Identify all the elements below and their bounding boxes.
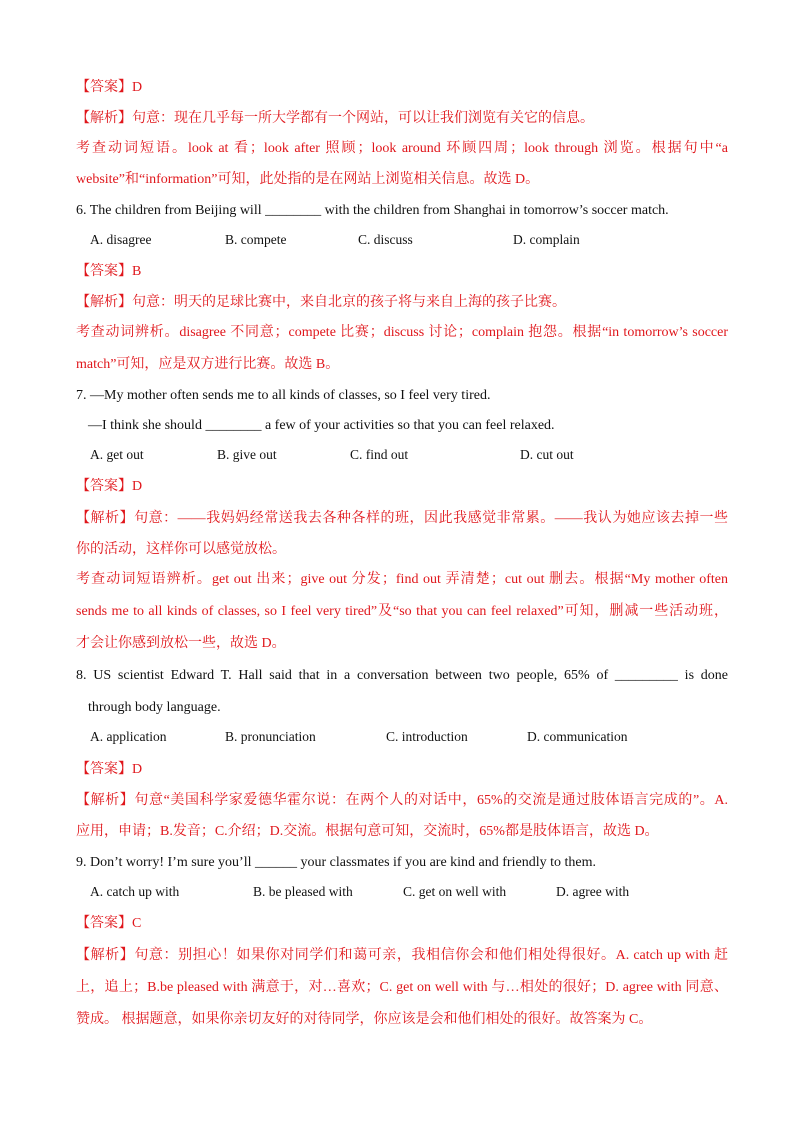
option-d: D. agree with	[556, 884, 630, 899]
answer-line: 【答案】B	[76, 264, 142, 279]
analysis-line: 考查动词短语。look at 看；look after 照顾；look around 环顾四周；look through 浏览。根据句中“a	[76, 141, 728, 156]
option-d: D. cut out	[520, 447, 574, 462]
answer-line: 【答案】C	[76, 916, 142, 931]
analysis-line: 你的活动，这样你可以感觉放松。	[76, 542, 286, 557]
analysis-line: match”可知，应是双方进行比赛。故选 B。	[76, 357, 340, 372]
analysis-line: website”和“information”可知，此处指的是在网站上浏览相关信息。故选 D。	[76, 172, 540, 187]
analysis-line: 【解析】句意：现在几乎每一所大学都有一个网站，可以让我们浏览有关它的信息。	[76, 111, 594, 126]
analysis-line: 考查动词短语辨析。get out 出来；give out 分发；find out 弄清楚；cut out 删去。根据“My mother often	[76, 572, 728, 587]
option-d: D. complain	[513, 232, 580, 247]
option-c: C. discuss	[358, 232, 413, 247]
question-line: 9. Don’t worry! I’m sure you’ll ______ your classmates if you are kind and friendly to them.	[76, 855, 596, 870]
option-a: A. get out	[90, 447, 144, 462]
analysis-line: sends me to all kinds of classes, so I feel very tired”及“so that you can feel relaxed”可知，删减一些活动班，	[76, 604, 728, 619]
option-c: C. find out	[350, 447, 409, 462]
option-c: C. introduction	[386, 729, 468, 744]
analysis-line: 才会让你感到放松一些，故选 D。	[76, 636, 286, 651]
option-c: C. get on well with	[403, 884, 507, 899]
option-a: A. application	[90, 729, 167, 744]
option-a: A. catch up with	[90, 884, 180, 899]
question-line: 7. —My mother often sends me to all kinds of classes, so I feel very tired.	[76, 388, 491, 403]
option-b: B. give out	[217, 447, 277, 462]
option-b: B. pronunciation	[225, 729, 316, 744]
analysis-line: 赞成。 根据题意，如果你亲切友好的对待同学，你应该是会和他们相处的很好。故答案为 C。	[76, 1012, 653, 1027]
question-line: through body language.	[88, 700, 221, 715]
answer-line: 【答案】D	[76, 762, 143, 777]
question-line: —I think she should ________ a few of your activities so that you can feel relaxed.	[88, 418, 555, 433]
analysis-line: 考查动词辨析。disagree 不同意；compete 比赛；discuss 讨论；complain 抱怨。根据“in tomorrow’s soccer	[76, 325, 728, 340]
option-b: B. compete	[225, 232, 287, 247]
option-d: D. communication	[527, 729, 628, 744]
answer-line: 【答案】D	[76, 80, 143, 95]
analysis-line: 【解析】句意：别担心！如果你对同学们和蔼可亲，我相信你会和他们相处得很好。A. catch up with 赶	[76, 948, 728, 963]
option-a: A. disagree	[90, 232, 152, 247]
option-b: B. be pleased with	[253, 884, 353, 899]
answer-line: 【答案】D	[76, 479, 143, 494]
analysis-line: 【解析】句意“美国科学家爱德华霍尔说：在两个人的对话中，65%的交流是通过肢体语言完成的”。A.	[76, 793, 728, 808]
analysis-line: 应用，申请；B.发音；C.介绍；D.交流。根据句意可知，交流时，65%都是肢体语言，故选 D。	[76, 824, 659, 839]
question-line: 8. US scientist Edward T. Hall said that in a conversation between two people, 65% of _________ is done	[76, 668, 728, 683]
analysis-line: 【解析】句意：——我妈妈经常送我去各种各样的班，因此我感觉非常累。——我认为她应该去掉一些	[76, 511, 728, 526]
analysis-line: 【解析】句意：明天的足球比赛中，来自北京的孩子将与来自上海的孩子比赛。	[76, 295, 566, 310]
analysis-line: 上，追上；B.be pleased with 满意于，对…喜欢；C. get on well with 与…相处的很好；D. agree with 同意、	[76, 980, 728, 995]
question-line: 6. The children from Beijing will ________ with the children from Shanghai in tomorrow’s soccer match.	[76, 203, 669, 218]
